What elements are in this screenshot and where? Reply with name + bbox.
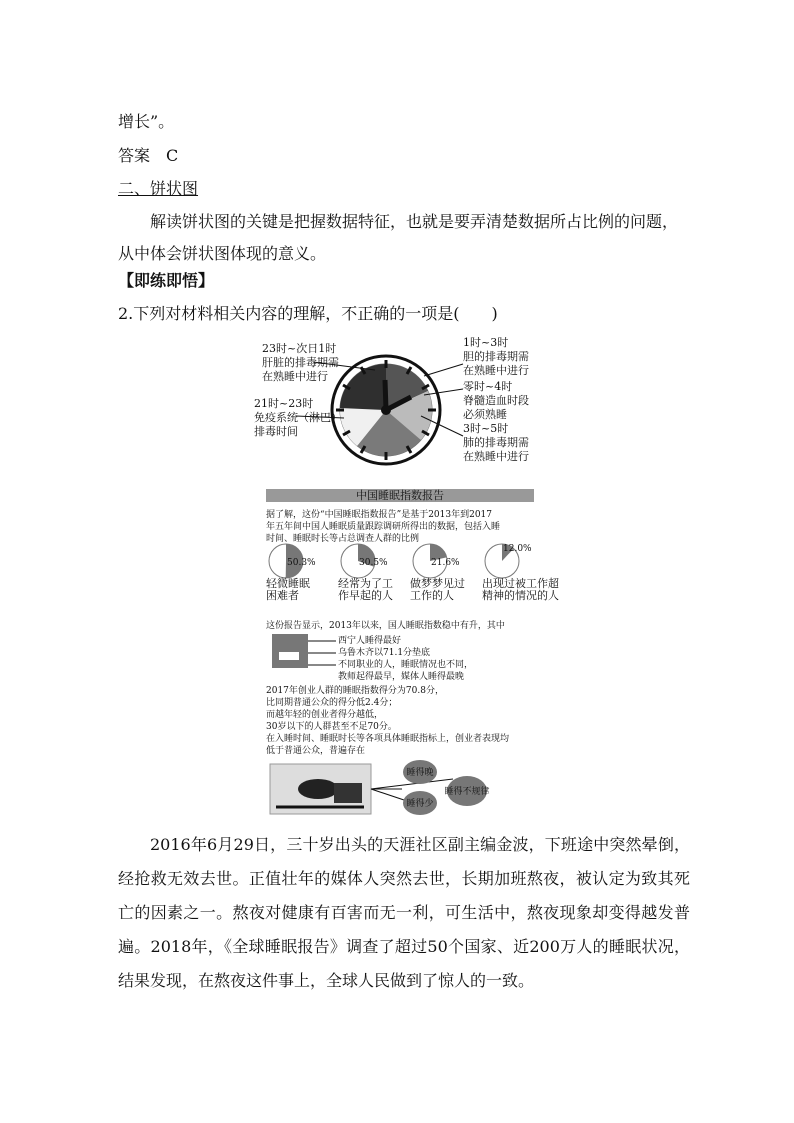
pie-row [266, 544, 559, 602]
report-detail-1: 2017年创业人群的睡眠指数得分为70.8分， [266, 686, 444, 696]
report-intro-3: 时间、睡眠时长等占总调查人群的比例 [266, 534, 420, 544]
pie-4-label-1: 出现过被工作超 [482, 577, 559, 590]
report-intro-2: 年五年间中国人睡眠质量跟踪调研所得出的数据，包括入睡 [266, 522, 501, 532]
report-intro-1: 据了解，这份“中国睡眠指数报告”是基于2013年到2017 [266, 510, 493, 520]
bullet-2: 乌鲁木齐以71.1分垫底 [338, 648, 431, 658]
gall-label-3: 在熟睡中进行 [463, 364, 529, 377]
report-detail-3: 而越年轻的创业者得分越低， [266, 710, 384, 720]
report-detail-5: 在入睡时间、睡眠时长等各项具体睡眠指标上，创业者表现均 [266, 734, 510, 744]
bed-icon [272, 634, 308, 668]
lung-label-1: 3时~5时 [463, 422, 509, 435]
bubble-short-text: 睡得少 [406, 799, 434, 809]
bubble-late-text: 睡得晚 [406, 768, 434, 778]
pie-2-label-2: 作早起的人 [338, 589, 393, 602]
bullet-1: 西宁人睡得最好 [338, 636, 402, 646]
bubble-irregular-text: 睡得不规律 [444, 787, 490, 797]
report-line: 这份报告显示，2013年以来，国人睡眠指数稳中有升，其中 [266, 621, 505, 631]
pie-4-percent: 12.0% [503, 544, 532, 554]
report-detail-4: 30岁以下的人群甚至不足70分。 [266, 722, 397, 732]
immune-label-2: 免疫系统（淋巴） [254, 411, 342, 424]
pie-1-label-1: 轻微睡眠 [266, 577, 310, 590]
intro-paragraph: 解读饼状图的关键是把握数据特征，也就是要弄清楚数据所占比例的问题，从中体会饼状图体现的意义。 [118, 212, 679, 263]
lung-label-3: 在熟睡中进行 [463, 450, 529, 463]
pie-4-label-2: 精神的情况的人 [482, 589, 559, 602]
immune-label-3: 排毒时间 [254, 425, 298, 438]
pie-1-percent: 50.3% [287, 558, 316, 568]
bullet-3: 不同职业的人，睡眠情况也不同， [338, 660, 474, 670]
section-title: 二、饼状图 [118, 179, 199, 198]
lung-label-2: 肺的排毒期需 [463, 436, 529, 449]
liver-label-3: 在熟睡中进行 [262, 370, 328, 383]
practice-label: 【即练即悟】 [118, 271, 215, 290]
question-line: 2.下列对材料相关内容的理解，不正确的一项是( ) [118, 304, 498, 323]
pie-3-percent: 21.6% [431, 558, 460, 568]
growth-line: 增长”。 [118, 112, 175, 131]
report-title: 中国睡眠指数报告 [356, 489, 444, 502]
sleep-infographic [252, 334, 559, 820]
report-detail-6: 低于普通公众，普遍存在 [266, 746, 366, 756]
immune-label-1: 21时~23时 [254, 397, 314, 410]
liver-label-2: 肝脏的排毒期需 [262, 356, 339, 369]
answer-line: 答案 C [118, 146, 179, 165]
pie-2-label-1: 经常为了工 [338, 577, 393, 590]
spine-label-1: 零时~4时 [463, 380, 513, 393]
pie-1-label-2: 困难者 [266, 589, 299, 602]
spine-label-3: 必须熟睡 [463, 408, 507, 421]
infographic-svg [252, 334, 559, 820]
bullet-4: 教师起得最早，媒体人睡得最晚 [338, 672, 465, 682]
pie-2-percent: 30.5% [359, 558, 388, 568]
body-paragraph: 2016年6月29日，三十岁出头的天涯社区副主编金波，下班途中突然晕倒，经抢救无效去世。正值壮年的媒体人突然去世，长期加班熬夜，被认定为致其死亡的因素之一。熬夜对健康有百害而无一利，可生活中，熬夜现象却变得越发普遍。2018年，《全球睡眠报告》调查了超过50个国家、近200万人的睡眠状况，结果发现，在熬夜这件事上，全球人民做到了惊人的一致。 [118, 835, 690, 990]
liver-label-1: 23时~次日1时 [262, 342, 337, 355]
spine-label-2: 脊髓造血时段 [463, 394, 529, 407]
pie-3-label-2: 工作的人 [410, 589, 454, 602]
gall-label-1: 1时~3时 [463, 336, 509, 349]
gall-label-2: 胆的排毒期需 [463, 350, 529, 363]
pie-3-label-1: 做梦梦见过 [410, 577, 465, 590]
report-detail-2: 比同期普通公众的得分低2.4分； [266, 698, 398, 708]
